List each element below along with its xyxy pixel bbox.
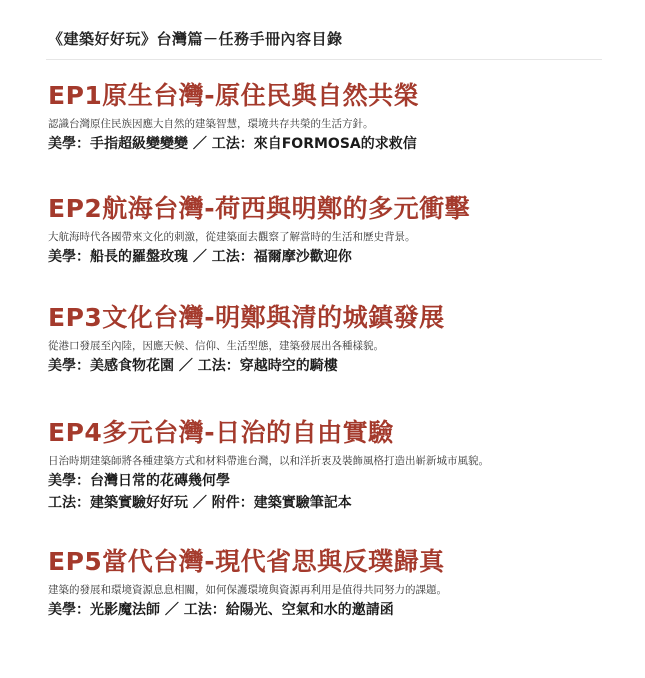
episode-title: EP1原生台灣-原住民與自然共榮: [48, 81, 420, 110]
episode-activities: 美學：光影魔法師 ／ 工法：給陽光、空氣和水的邀請函: [48, 602, 394, 618]
episode-title: EP4多元台灣-日治的自由實驗: [48, 418, 394, 447]
episode-description: 大航海時代各國帶來文化的刺激，從建築面去觀察了解當時的生活和歷史背景。: [48, 231, 416, 243]
header-divider: [46, 59, 602, 60]
episode-description: 從港口發展至內陸，因應天候、信仰、生活型態，建築發展出各種樣貌。: [48, 340, 384, 352]
episode-activities: 美學：船長的羅盤玫瑰 ／ 工法：福爾摩沙歡迎你: [48, 249, 352, 265]
episode-description: 建築的發展和環境資源息息相關，如何保護環境與資源再利用是值得共同努力的課題。: [48, 584, 447, 596]
episode-section-1: [48, 80, 618, 154]
episode-title: EP3文化台灣-明鄭與清的城鎮發展: [48, 303, 445, 332]
episode-activities: 工法：建築實驗好好玩 ／ 附件：建築實驗筆記本: [48, 495, 352, 511]
episode-activities: 美學：美感食物花園 ／ 工法：穿越時空的騎樓: [48, 358, 338, 374]
episode-section-4: [48, 417, 618, 513]
episode-activities: 美學：手指超級變變變 ／ 工法：來自FORMOSA的求救信: [48, 136, 417, 152]
episode-description: 日治時期建築師將各種建築方式和材料帶進台灣，以和洋折衷及裝飾風格打造出嶄新城市風貌。: [48, 455, 489, 467]
episode-title: EP2航海台灣-荷西與明鄭的多元衝擊: [48, 194, 471, 223]
episode-section-5: [48, 546, 618, 620]
episode-section-2: [48, 193, 618, 267]
page-title: 《建築好好玩》台灣篇－任務手冊內容目錄: [48, 30, 343, 48]
episode-title: EP5當代台灣-現代省思與反璞歸真: [48, 547, 445, 576]
episode-description: 認識台灣原住民族因應大自然的建築智慧，環境共存共榮的生活方針。: [48, 118, 374, 130]
episode-activities: 美學：台灣日常的花磚幾何學: [48, 473, 230, 489]
episode-section-3: [48, 302, 618, 376]
